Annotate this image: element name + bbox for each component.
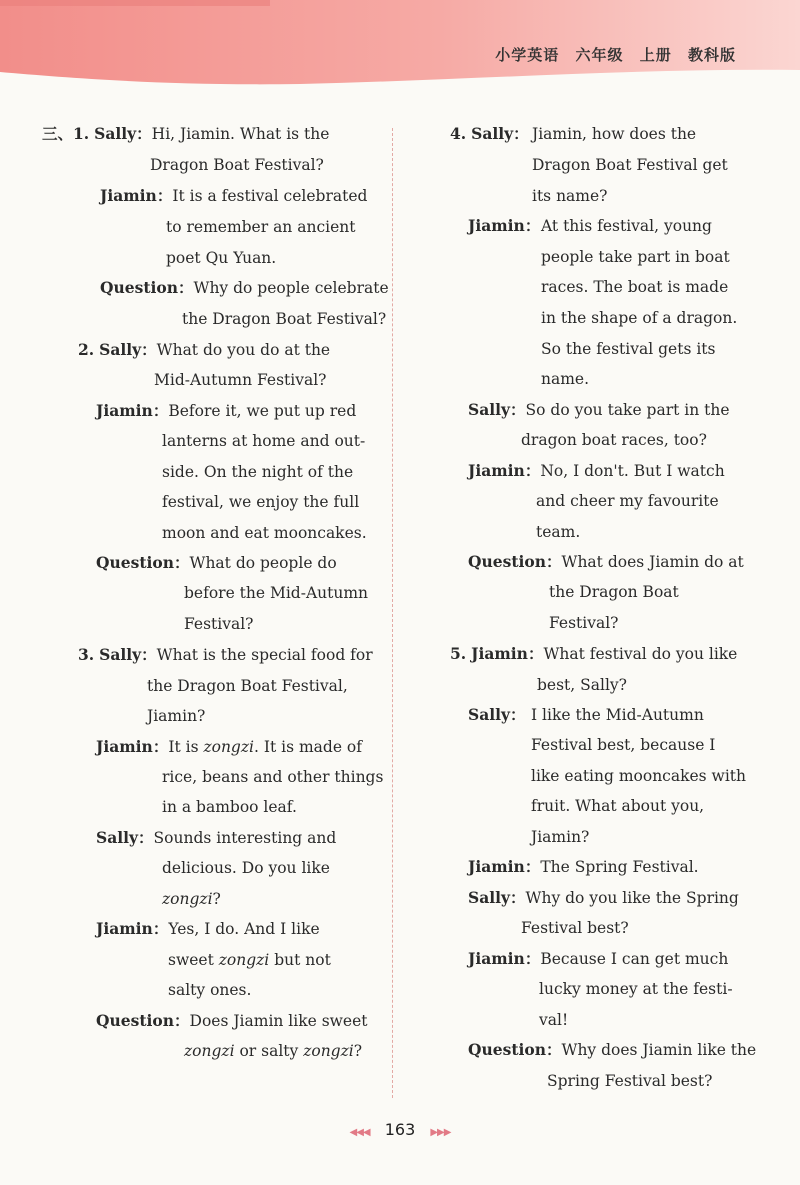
dialogue-1-jiamin-line [100,186,367,206]
speaker-sally: Sally： [94,124,152,143]
question-label: Question： [468,552,562,571]
dialogue-2-jiamin-line [96,401,356,421]
right-arrows-icon: ▶▶▶ [430,1127,451,1138]
dialogue-5-jiamin3-line [468,949,728,969]
dialogue-5-question-line [468,1040,756,1060]
dialogue-text: dragon boat races, too? [521,431,707,449]
dialogue-text-line [162,889,221,909]
speaker-jiamin: Jiamin： [471,644,544,663]
dialogue-text: Festival best, because I [531,736,716,754]
dialogue-text: Dragon Boat Festival get [532,156,728,174]
dialogue-text: Jiamin? [147,707,206,725]
question-text: Does Jiamin like sweet [189,1012,368,1030]
speaker-jiamin: Jiamin： [96,737,169,756]
dialogue-5-jiamin-line [450,644,737,664]
dialogue-text: races. The boat is made [541,278,729,296]
dialogue-text: sweet [168,951,219,969]
dialogue-4-sally-line [450,124,529,144]
dialogue-3-jiamin2-line [96,919,320,939]
dialogue-text: and cheer my favourite [536,492,719,510]
zongzi-term: zongzi [203,738,254,756]
question-text: or salty [234,1042,304,1060]
speaker-sally: Sally： [99,645,157,664]
question-text: Why do people celebrate [193,279,389,297]
dialogue-5-sally2-line [468,888,739,908]
question-text: What do people do [189,554,337,572]
dialogue-text-line [168,950,331,970]
dialogue-3-sally2-line [96,828,336,848]
grade-label: 六年级 [575,46,624,64]
speaker-sally: Sally： [99,340,157,359]
speaker-jiamin: Jiamin： [468,216,541,235]
question-text: the Dragon Boat Festival? [182,310,387,328]
page-footer [0,1120,800,1139]
question-text: Why does Jiamin like the [561,1041,757,1059]
dialogue-text: The Spring Festival. [540,858,699,876]
dialogue-text: but not [269,951,331,969]
question-label: Question： [96,1011,190,1030]
dialogue-text: lucky money at the festi- [539,980,733,998]
question-text: Spring Festival best? [547,1072,713,1090]
left-arrows-icon: ◀◀◀ [349,1127,370,1138]
dialogue-text: rice, beans and other things [162,768,384,786]
dialogue-text: fruit. What about you, [531,797,705,815]
dialogue-text: salty ones. [168,981,252,999]
speaker-jiamin: Jiamin： [468,857,541,876]
dialogue-text: in a bamboo leaf. [162,798,297,816]
dialogue-text: It is a festival celebrated [172,187,368,205]
dialogue-text: What do you do at the [156,341,331,359]
dialogue-4-jiamin2-line [468,461,725,481]
dialogue-text: Why do you like the Spring [525,889,739,907]
dialogue-text: festival, we enjoy the full [162,493,360,511]
dialogue-3-sally-line [78,645,373,665]
dialogue-text: Jiamin? [531,828,590,846]
item-number: 2. [78,340,95,359]
dialogue-text: Hi, Jiamin. What is the [151,125,330,143]
edition-label: 教科版 [687,46,736,64]
question-label: Question： [468,1040,562,1059]
question-text-line [184,1041,362,1061]
dialogue-text: poet Qu Yuan. [166,249,277,267]
question-text: Festival? [549,614,619,632]
dialogue-text: Dragon Boat Festival? [150,156,324,174]
dialogue-text: No, I don't. But I watch [540,462,725,480]
speaker-jiamin: Jiamin： [468,949,541,968]
speaker-jiamin: Jiamin： [468,461,541,480]
dialogue-2-sally-line [78,340,330,360]
item-number: 5. [450,644,467,663]
dialogue-text: the Dragon Boat Festival, [147,677,348,695]
subject-label: 小学英语 [495,46,560,64]
page-number: 163 [384,1120,416,1139]
dialogue-text: name. [541,370,590,388]
dialogue-3-question-line [96,1011,368,1031]
dialogue-text: its name? [532,187,608,205]
item-number: 3. [78,645,95,664]
dialogue-4-jiamin-line [468,216,540,236]
dialogue-text: Mid-Autumn Festival? [154,371,327,389]
dialogue-text: lanterns at home and out- [162,432,366,450]
dialogue-text: Sounds interesting and [153,829,337,847]
dialogue-text: to remember an ancient [166,218,356,236]
speaker-jiamin: Jiamin： [96,919,169,938]
zongzi-term: zongzi [303,1042,354,1060]
speaker-jiamin: Jiamin： [100,186,173,205]
dialogue-4-sally2-line [468,400,730,420]
dialogue-text: Because I can get much [540,950,729,968]
speaker-sally: Sally： [468,400,526,419]
question-text: What does Jiamin do at [561,553,744,571]
zongzi-term: zongzi [184,1042,235,1060]
speaker-sally: Sally： [468,888,526,907]
dialogue-text: team. [536,523,581,541]
question-text: the Dragon Boat [549,583,679,601]
dialogue-4-question-line [468,552,744,572]
dialogue-text: It is [168,738,204,756]
dialogue-text: val! [539,1011,569,1029]
book-title [485,44,736,65]
dialogue-3-jiamin-line [96,737,362,757]
dialogue-text: At this festival, young [541,217,712,235]
dialogue-text: Yes, I do. And I like [168,920,320,938]
speaker-sally: Sally： [471,124,529,143]
dialogue-text: in the shape of a dragon. [541,309,738,327]
volume-label: 上册 [639,46,672,64]
dialogue-text: What is the special food for [156,646,373,664]
dialogue-text: Jiamin, how does the [532,125,697,143]
section-number: 三、 [42,124,74,143]
dialogue-text: side. On the night of the [162,463,354,481]
dialogue-text: So the festival gets its [541,340,716,358]
speaker-sally: Sally： [96,828,154,847]
dialogue-text: I like the Mid-Autumn [531,706,704,724]
dialogue-text: delicious. Do you like [162,859,330,877]
dialogue-text: . It is made of [253,738,362,756]
column-divider [392,128,393,1098]
question-text: Festival? [184,615,254,633]
question-label: Question： [96,553,190,572]
question-label: Question： [100,278,194,297]
dialogue-2-question-line [96,553,337,573]
dialogue-text: Before it, we put up red [168,402,357,420]
dialogue-text: best, Sally? [537,676,627,694]
dialogue-text: ? [212,890,221,908]
question-text: before the Mid-Autumn [184,584,369,602]
dialogue-text: So do you take part in the [525,401,730,419]
dialogue-5-jiamin2-line [468,857,699,877]
speaker-jiamin: Jiamin： [96,401,169,420]
dialogue-1-sally-line [42,124,329,144]
dialogue-text: moon and eat mooncakes. [162,524,367,542]
item-number: 1. [73,124,90,143]
zongzi-term: zongzi [162,890,213,908]
speaker-sally: Sally： [468,705,526,724]
dialogue-text: Festival best? [521,919,629,937]
item-number: 4. [450,124,467,143]
dialogue-text: like eating mooncakes with [531,767,746,785]
dialogue-1-question-line [100,278,389,298]
zongzi-term: zongzi [218,951,270,969]
dialogue-text: people take part in boat [541,248,730,266]
question-text: ? [353,1042,363,1060]
dialogue-5-sally-line [468,705,526,725]
dialogue-text: What festival do you like [543,645,738,663]
